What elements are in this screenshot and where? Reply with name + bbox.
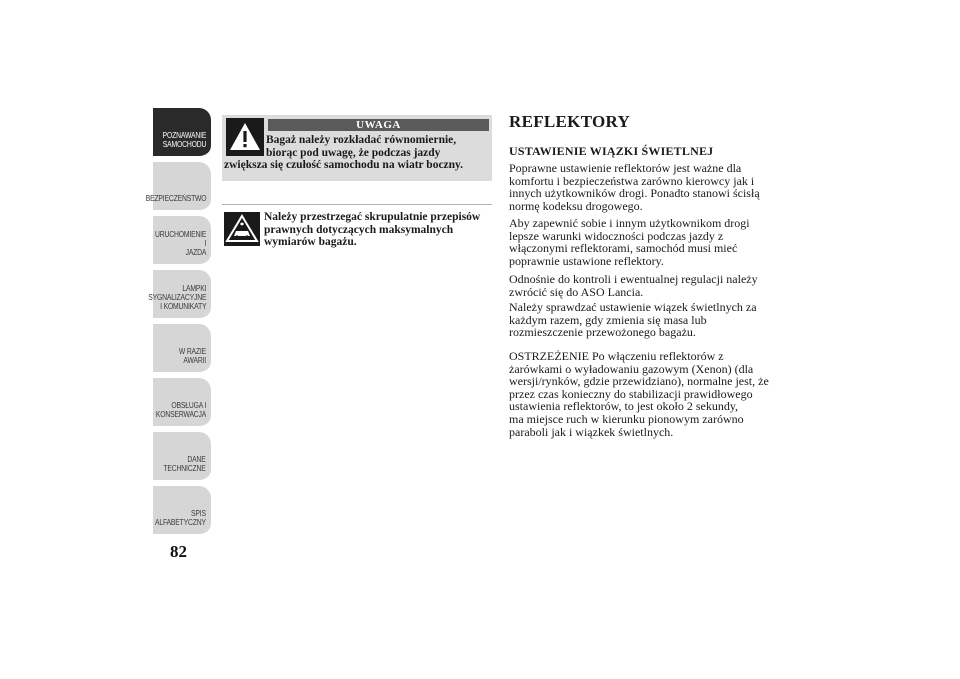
note-label: OSTRZEŻENIE: [509, 349, 589, 363]
warning-line-2: biorąc pod uwagę, że podczas jazdy: [266, 146, 441, 159]
car-environment-icon: [224, 212, 260, 246]
tab-label: LAMPKI SYGNALIZACYJNE I KOMUNIKATY: [147, 284, 206, 311]
tab-label: URUCHOMIENIE I JAZDA: [154, 230, 206, 257]
paragraph-4: Należy sprawdzać ustawienie wiązek świetlnych za każdym razem, gdy zmienia się masa lub rozmieszczenie przewożonego bagażu.: [509, 300, 757, 340]
warning-header: UWAGA: [268, 119, 489, 131]
warning-line-3: zwiększa się czułość samochodu na wiatr boczny.: [224, 159, 464, 171]
tab-w-razie-awarii[interactable]: [153, 324, 211, 374]
tab-label: DANE TECHNICZNE: [163, 455, 206, 473]
tab-bezpieczenstwo[interactable]: [145, 162, 211, 212]
tab-label: POZNAWANIE SAMOCHODU: [162, 131, 206, 149]
tab-label: BEZPIECZEŃSTWO: [145, 194, 206, 203]
page-number: 82: [170, 542, 187, 561]
note-text: Po włączeniu reflektorów z żarówkami o wyładowaniu gazowym (Xenon) (dla wersji/rynków, gdzie przewidziano), normalne jest, że przez czas konieczny do stabilizacji prawidłowego ustawienia reflektorów, to jest około 2 sekundy, ma miejsce ruch w kierunku pionowym zarówno paraboli jak i wiązkek świetlnych.: [509, 349, 769, 439]
note-paragraph: [509, 350, 784, 438]
tab-label: SPIS ALFABETYCZNY: [155, 509, 206, 527]
paragraph-2: Aby zapewnić sobie i innym użytkownikom drogi lepsze warunki widoczności podczas jazdy z włączonymi reflektorami, samochód musi mieć poprawnie ustawione reflektory.: [509, 216, 750, 268]
section-title: REFLEKTORY: [509, 112, 631, 131]
tab-uruchomienie-jazda[interactable]: [153, 216, 211, 266]
tab-label: W RAZIE AWARII: [178, 347, 206, 365]
tab-label: OBSŁUGA I KONSERWACJA: [155, 401, 206, 419]
section-subtitle: USTAWIENIE WIĄZKI ŚWIETLNEJ: [509, 144, 714, 158]
divider: [222, 204, 492, 205]
tab-lampki-sygnalizacyjne[interactable]: [147, 270, 211, 320]
tab-dane-techniczne[interactable]: [153, 432, 211, 482]
tab-poznawanie-samochodu[interactable]: [153, 108, 211, 158]
environment-note-text: Należy przestrzegać skrupulatnie przepisów prawnych dotyczących maksymalnych wymiarów bagażu.: [264, 211, 481, 248]
tab-obsluga-konserwacja[interactable]: [153, 378, 211, 428]
warning-text: [222, 134, 492, 172]
paragraph-1: Poprawne ustawienie reflektorów jest ważne dla komfortu i bezpieczeństwa zarówno kierowcy jak i innych użytkowników drogi. Ponadto stanowi ścisłą normę kodeksu drogowego.: [509, 161, 760, 213]
paragraph-3: Odnośnie do kontroli i ewentualnej regulacji należy zwrócić się do ASO Lancia.: [509, 272, 758, 299]
warning-box: [222, 115, 492, 181]
tab-spis-alfabetyczny[interactable]: [153, 486, 211, 536]
warning-line-1: Bagaż należy rozkładać równomiernie,: [266, 134, 457, 146]
